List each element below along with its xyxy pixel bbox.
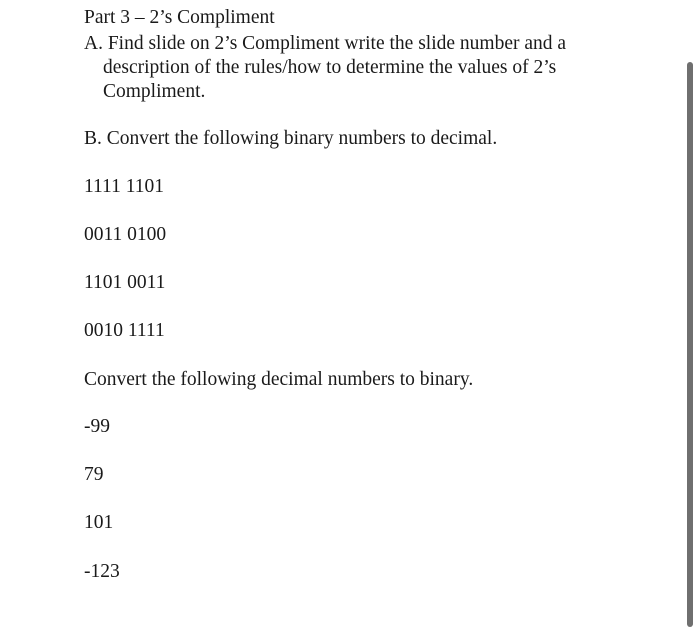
question-a-line-1: A. Find slide on 2’s Compliment write the slide number and a (84, 33, 567, 54)
question-a-line-2: description of the rules/how to determine the values of 2’s (103, 57, 557, 78)
vertical-scrollbar[interactable] (687, 62, 693, 627)
question-b-heading: B. Convert the following binary numbers to decimal. (84, 128, 498, 149)
question-a-line-3: Compliment. (103, 81, 206, 102)
decimal-number-3: 101 (84, 512, 114, 533)
decimal-number-1: -99 (84, 416, 110, 437)
binary-number-3: 1101 0011 (84, 272, 166, 293)
binary-number-2: 0011 0100 (84, 224, 167, 245)
binary-number-4: 0010 1111 (84, 320, 165, 341)
question-c-heading: Convert the following decimal numbers to binary. (84, 369, 474, 390)
decimal-number-2: 79 (84, 464, 104, 485)
binary-number-1: 1111 1101 (84, 176, 164, 197)
decimal-number-4: -123 (84, 561, 120, 582)
part-title: Part 3 – 2’s Compliment (84, 7, 275, 28)
